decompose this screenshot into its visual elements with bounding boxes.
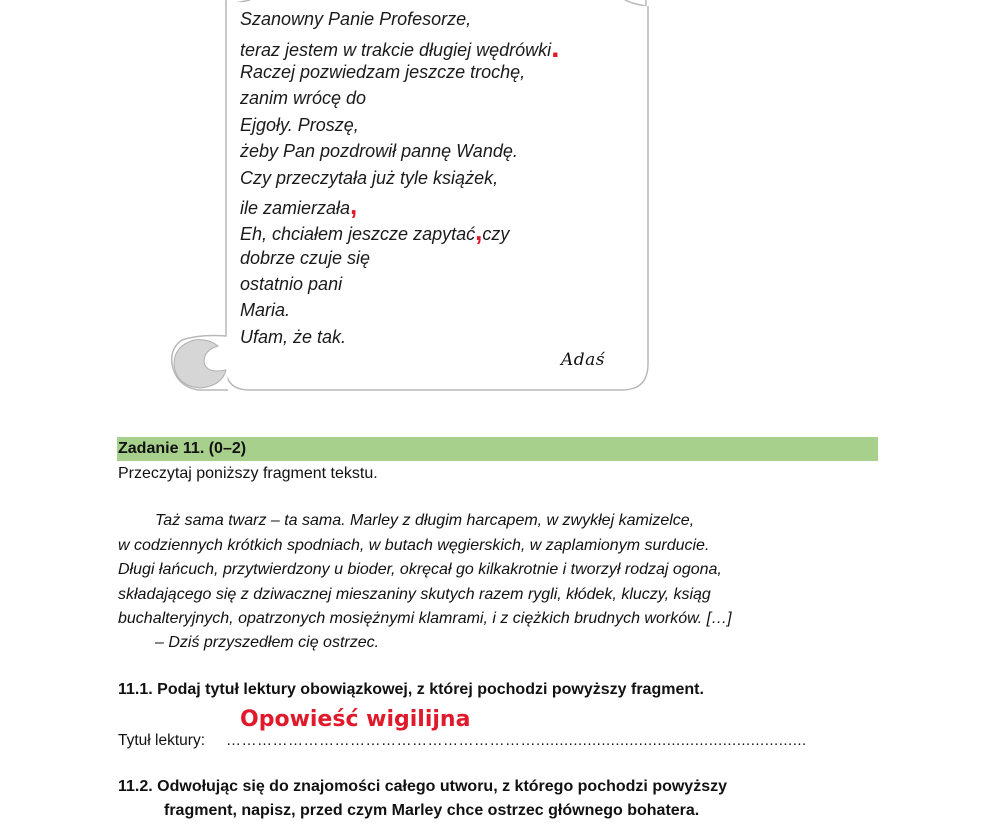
answer-line[interactable]: ……………………………………………………..........................................................: [226, 732, 807, 749]
letter-line: teraz jestem w trakcie długiej wędrówki.: [240, 31, 560, 64]
question-11-2: 11.2. Odwołując się do znajomości całego utworu, z którego pochodzi powyższy: [118, 778, 727, 795]
letter-signature: Adaś: [561, 350, 606, 370]
letter-line: Maria.: [240, 300, 291, 320]
fragment-line: Taż sama twarz – ta sama. Marley z długim harcapem, w zwykłej kamizelce,: [155, 512, 695, 529]
letter-line: żeby Pan pozdrowił pannę Wandę.: [240, 141, 518, 161]
task-header: Zadanie 11. (0–2): [117, 437, 878, 461]
letter-line: zanim wrócę do: [240, 88, 367, 108]
question-11-1: 11.1. Podaj tytuł lektury obowiązkowej, z której pochodzi powyższy fragment.: [118, 681, 704, 698]
letter-line: dobrze czuje się: [240, 248, 371, 268]
correction-comma: ,: [475, 216, 483, 246]
fragment-line: składającego się z dziwacznej mieszaniny skutych razem rygli, kłódek, kluczy, ksiąg: [118, 586, 711, 603]
handwritten-answer: Opowieść wigilijna: [240, 707, 471, 732]
letter-line: Szanowny Panie Profesorze,: [240, 9, 472, 29]
letter-line: Ejgoły. Proszę,: [240, 115, 359, 135]
correction-comma: ,: [350, 190, 358, 220]
fragment-line: w codziennych krótkich spodniach, w butach węgierskich, w zaplamionym surducie.: [118, 537, 710, 554]
fragment-line: Długi łańcuch, przytwierdzony u bioder, okręcał go kilkakrotnie i tworzył rodzaj ogona,: [118, 561, 722, 578]
fragment-line: buchalteryjnych, opatrzonych mosiężnymi klamrami, i z ciężkich brudnych worków. […]: [118, 610, 732, 627]
answer-label: Tytuł lektury:: [118, 732, 205, 749]
letter-line: Ufam, że tak.: [240, 327, 347, 347]
question-11-2-continued: fragment, napisz, przed czym Marley chce ostrzec głównego bohatera.: [164, 802, 700, 819]
scroll-top-right-curl: [625, 0, 646, 6]
letter-line: ile zamierzała,: [240, 190, 358, 220]
correction-period: .: [551, 31, 560, 64]
task-instruction: Przeczytaj poniższy fragment tekstu.: [118, 465, 378, 482]
letter-line: Raczej pozwiedzam jeszcze trochę,: [240, 62, 526, 82]
letter-line: Czy przeczytała już tyle książek,: [240, 168, 499, 188]
letter-line: Eh, chciałem jeszcze zapytać,czy: [240, 216, 510, 246]
letter-line: ostatnio pani: [240, 274, 343, 294]
fragment-line: – Dziś przyszedłem cię ostrzec.: [155, 634, 380, 651]
